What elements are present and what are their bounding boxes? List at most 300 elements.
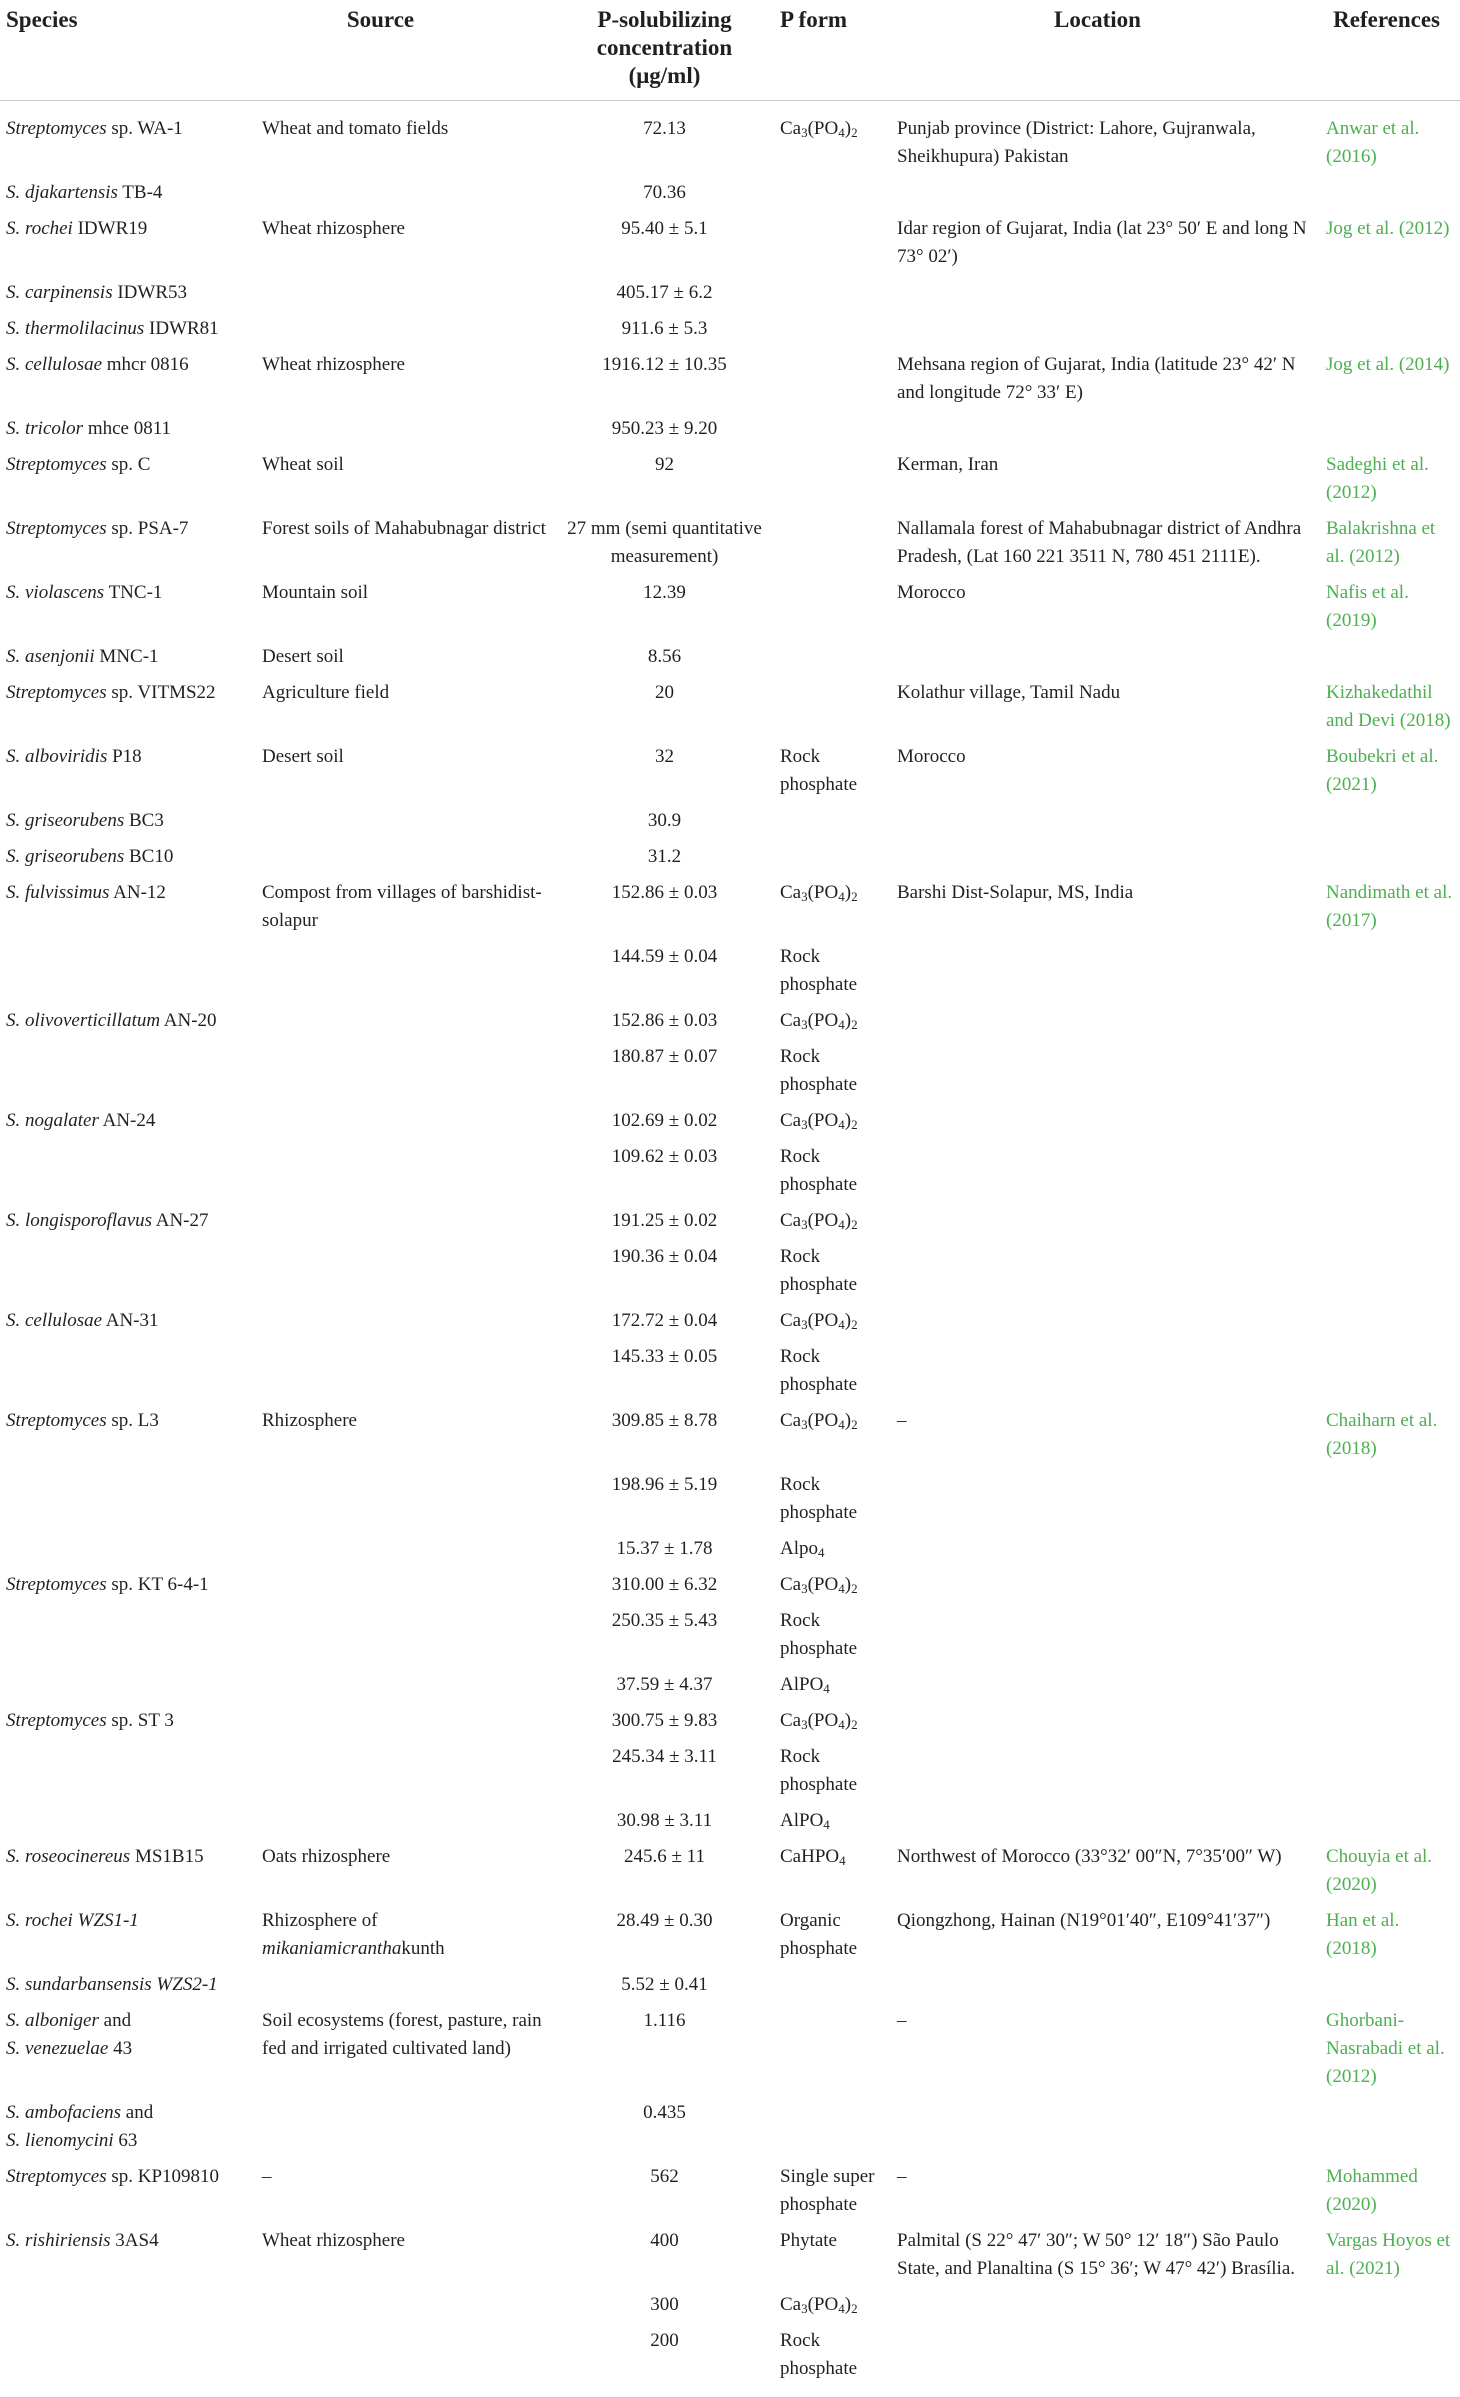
species-italic: S. griseorubens xyxy=(6,846,125,867)
table-row xyxy=(0,1339,1460,1403)
reference-link[interactable]: Nandimath et al. (2017) xyxy=(1326,882,1453,931)
source-text: Desert soil xyxy=(262,646,344,667)
cell-p-form: Rock phosphate xyxy=(780,1046,858,1095)
species-suffix: BC10 xyxy=(124,846,174,867)
cell-species xyxy=(0,1567,256,1603)
cell-location xyxy=(881,2095,1314,2159)
table-row xyxy=(0,2287,1460,2323)
cell-source xyxy=(256,211,559,275)
cell-p-form xyxy=(770,447,881,511)
species-italic: Streptomyces xyxy=(6,1410,107,1431)
table-row xyxy=(0,1703,1460,1739)
cell-species xyxy=(0,1003,256,1039)
cell-source xyxy=(256,739,559,803)
cell-location xyxy=(881,1703,1314,1739)
cell-concentration: 92 xyxy=(655,454,674,475)
cell-p-form: Rock phosphate xyxy=(780,1246,858,1295)
cell-concentration: 1916.12 ± 10.35 xyxy=(602,354,727,375)
table-row xyxy=(0,639,1460,675)
cell-p-form: $Ca_3(PO_4)_2$ xyxy=(780,1110,858,1132)
species-italic-2: S. lienomycini xyxy=(6,2130,114,2151)
cell-location xyxy=(881,1603,1314,1667)
cell-location: – xyxy=(897,2010,907,2031)
cell-species xyxy=(0,1403,256,1467)
cell-concentration: 310.00 ± 6.32 xyxy=(611,1574,718,1595)
cell-source xyxy=(256,803,559,839)
species-suffix: sp. KP109810 xyxy=(106,2166,220,2187)
cell-location: Kerman, Iran xyxy=(897,454,999,475)
cell-source xyxy=(256,2095,559,2159)
table-row xyxy=(0,2003,1460,2095)
source-text: Wheat rhizosphere xyxy=(262,2230,405,2251)
cell-species xyxy=(0,2323,256,2398)
cell-concentration: 32 xyxy=(655,746,674,767)
cell-species xyxy=(0,1239,256,1303)
source-text: Compost from villages of barshidist-solapur xyxy=(262,882,542,931)
species-italic: S. violascens xyxy=(6,582,105,603)
cell-source xyxy=(256,2159,559,2223)
source-text: Forest soils of Mahabubnagar district xyxy=(262,518,546,539)
cell-concentration: 70.36 xyxy=(643,182,686,203)
cell-source xyxy=(256,1667,559,1703)
species-italic: S. rishiriensis xyxy=(6,2230,111,2251)
cell-species xyxy=(0,2003,256,2095)
cell-location: – xyxy=(897,1410,907,1431)
header-row xyxy=(0,0,1460,101)
cell-p-form: $Ca_3(PO_4)_2$ xyxy=(780,2294,858,2316)
cell-location xyxy=(881,2287,1314,2323)
reference-link xyxy=(1314,1103,1460,1139)
species-suffix: TNC-1 xyxy=(104,582,163,603)
table-row xyxy=(0,101,1460,176)
cell-location xyxy=(881,1739,1314,1803)
cell-species xyxy=(0,739,256,803)
table-row xyxy=(0,575,1460,639)
reference-link xyxy=(1314,175,1460,211)
cell-location xyxy=(881,1039,1314,1103)
cell-source xyxy=(256,1467,559,1531)
species-italic: S. nogalater xyxy=(6,1110,99,1131)
species-suffix-2: 63 xyxy=(113,2130,138,2151)
cell-location xyxy=(881,1667,1314,1703)
species-italic: S. longisporoflavus xyxy=(6,1210,153,1231)
species-italic: S. ambofaciens xyxy=(6,2102,122,2123)
table-row xyxy=(0,1803,1460,1839)
cell-source xyxy=(256,675,559,739)
species-suffix-2: 43 xyxy=(108,2038,133,2059)
cell-location: Nallamala forest of Mahabubnagar district of Andhra Pradesh, (Lat 160 221 3511 N, 780 451 2111E). xyxy=(897,518,1302,567)
cell-p-form xyxy=(770,1967,881,2003)
cell-concentration: 30.98 ± 3.11 xyxy=(616,1810,713,1831)
species-italic: Streptomyces xyxy=(6,2166,107,2187)
species-italic: S. alboviridis xyxy=(6,746,108,767)
source-text: Desert soil xyxy=(262,746,344,767)
species-suffix: and xyxy=(121,2102,154,2123)
source-text: Mountain soil xyxy=(262,582,369,603)
cell-concentration: 245.34 ± 3.11 xyxy=(612,1746,717,1767)
source-text: Wheat rhizosphere xyxy=(262,218,405,239)
cell-source xyxy=(256,2323,559,2398)
cell-concentration: 405.17 ± 6.2 xyxy=(616,282,713,303)
cell-source xyxy=(256,347,559,411)
species-italic: S. alboniger xyxy=(6,2010,99,2031)
reference-link xyxy=(1314,1239,1460,1303)
cell-p-form: AlPO$_4$ xyxy=(780,1674,830,1696)
cell-source xyxy=(256,1103,559,1139)
cell-source xyxy=(256,2003,559,2095)
species-italic: Streptomyces xyxy=(6,454,107,475)
cell-species xyxy=(0,1203,256,1239)
cell-p-form: CaHPO$_4$ xyxy=(780,1846,846,1868)
cell-species xyxy=(0,803,256,839)
cell-concentration: 30.9 xyxy=(647,810,682,831)
species-italic: S. cellulosae xyxy=(6,354,103,375)
cell-p-form: AlPO$_4$ xyxy=(780,1810,830,1832)
species-suffix: MNC-1 xyxy=(94,646,159,667)
table-row xyxy=(0,1239,1460,1303)
header-concentration: P-solubilizing concentration (μg/ml) xyxy=(559,0,770,101)
reference-link[interactable]: Sadeghi et al. (2012) xyxy=(1326,454,1429,503)
species-italic: S. asenjonii xyxy=(6,646,95,667)
species-suffix: IDWR53 xyxy=(112,282,188,303)
reference-link[interactable]: Anwar et al. (2016) xyxy=(1326,118,1420,167)
cell-concentration: 250.35 ± 5.43 xyxy=(611,1610,718,1631)
source-text: Wheat rhizosphere xyxy=(262,354,405,375)
cell-concentration: 5.52 ± 0.41 xyxy=(621,1974,708,1995)
reference-link xyxy=(1314,1803,1460,1839)
table-row xyxy=(0,511,1460,575)
cell-concentration: 911.6 ± 5.3 xyxy=(621,318,708,339)
reference-link xyxy=(1314,1667,1460,1703)
table-row xyxy=(0,1039,1460,1103)
cell-location: Idar region of Gujarat, India (lat 23° 50′ E and long N 73° 02′) xyxy=(897,218,1307,267)
species-italic: Streptomyces xyxy=(6,682,107,703)
cell-p-form xyxy=(770,2095,881,2159)
reference-link[interactable]: Jog et al. (2012) xyxy=(1326,218,1450,239)
reference-link[interactable]: Chaiharn et al. (2018) xyxy=(1326,1410,1438,1459)
cell-species xyxy=(0,1903,256,1967)
reference-link[interactable]: Boubekri et al. (2021) xyxy=(1326,746,1439,795)
cell-species xyxy=(0,101,256,176)
table-row xyxy=(0,675,1460,739)
source-text: Rhizosphere xyxy=(262,1410,357,1431)
reference-link xyxy=(1314,639,1460,675)
table-row xyxy=(0,1403,1460,1467)
reference-link xyxy=(1314,1967,1460,2003)
cell-source xyxy=(256,311,559,347)
header-species: Species xyxy=(0,0,256,101)
species-suffix: sp. C xyxy=(106,454,151,475)
species-suffix: sp. KT 6-4-1 xyxy=(106,1574,209,1595)
table-row xyxy=(0,1139,1460,1203)
table-row xyxy=(0,311,1460,347)
cell-source xyxy=(256,1739,559,1803)
cell-location xyxy=(881,839,1314,875)
species-suffix: AN-31 xyxy=(102,1310,159,1331)
source-suffix: kunth xyxy=(401,1938,445,1959)
cell-concentration: 20 xyxy=(655,682,674,703)
reference-link xyxy=(1314,311,1460,347)
cell-species xyxy=(0,939,256,1003)
reference-link xyxy=(1314,1531,1460,1567)
table-row xyxy=(0,1903,1460,1967)
species-suffix: BC3 xyxy=(124,810,164,831)
cell-location xyxy=(881,411,1314,447)
cell-location xyxy=(881,1203,1314,1239)
cell-species xyxy=(0,839,256,875)
species-italic: S. tricolor xyxy=(6,418,84,439)
table-row xyxy=(0,2095,1460,2159)
cell-p-form: Rock phosphate xyxy=(780,1610,858,1659)
species-suffix: IDWR19 xyxy=(72,218,148,239)
cell-p-form xyxy=(770,275,881,311)
table-row xyxy=(0,1839,1460,1903)
cell-source xyxy=(256,639,559,675)
species-italic: S. rochei WZS1-1 xyxy=(6,1910,139,1931)
cell-concentration: 27 mm (semi quantitative measurement) xyxy=(567,518,762,567)
cell-species xyxy=(0,311,256,347)
cell-concentration: 309.85 ± 8.78 xyxy=(611,1410,718,1431)
cell-concentration: 37.59 ± 4.37 xyxy=(616,1674,713,1695)
cell-concentration: 198.96 ± 5.19 xyxy=(611,1474,718,1495)
reference-link xyxy=(1314,839,1460,875)
cell-location xyxy=(881,2323,1314,2398)
cell-location xyxy=(881,1531,1314,1567)
header-source: Source xyxy=(256,0,559,101)
reference-link xyxy=(1314,1703,1460,1739)
table-row xyxy=(0,875,1460,939)
reference-link xyxy=(1314,1567,1460,1603)
cell-species xyxy=(0,1039,256,1103)
reference-link xyxy=(1314,1139,1460,1203)
reference-link xyxy=(1314,1303,1460,1339)
cell-location xyxy=(881,1103,1314,1139)
cell-source xyxy=(256,411,559,447)
species-italic-2: S. venezuelae xyxy=(6,2038,109,2059)
species-italic: Streptomyces xyxy=(6,1574,107,1595)
table-row xyxy=(0,347,1460,411)
table-row xyxy=(0,1467,1460,1531)
reference-link[interactable]: Jog et al. (2014) xyxy=(1326,354,1450,375)
cell-p-form: $Ca_3(PO_4)_2$ xyxy=(780,1410,858,1432)
species-italic: Streptomyces xyxy=(6,118,107,139)
cell-concentration: 0.435 xyxy=(643,2102,686,2123)
cell-source xyxy=(256,1039,559,1103)
cell-species xyxy=(0,1531,256,1567)
cell-p-form xyxy=(770,839,881,875)
cell-p-form: Alpo$_4$ xyxy=(780,1538,825,1560)
table-row xyxy=(0,447,1460,511)
cell-concentration: 950.23 ± 9.20 xyxy=(611,418,718,439)
header-p-form: P form xyxy=(770,0,881,101)
cell-species xyxy=(0,2287,256,2323)
cell-concentration: 28.49 ± 0.30 xyxy=(616,1910,713,1931)
source-text: Agriculture field xyxy=(262,682,390,703)
reference-link xyxy=(1314,803,1460,839)
species-italic: S. djakartensis xyxy=(6,182,118,203)
species-suffix: and xyxy=(98,2010,132,2031)
cell-p-form xyxy=(770,803,881,839)
cell-concentration: 31.2 xyxy=(647,846,682,867)
cell-species xyxy=(0,639,256,675)
table-row xyxy=(0,1531,1460,1567)
cell-p-form: $Ca_3(PO_4)_2$ xyxy=(780,1310,858,1332)
species-suffix: sp. VITMS22 xyxy=(106,682,216,703)
cell-location: Morocco xyxy=(897,746,966,767)
reference-link xyxy=(1314,939,1460,1003)
table-row xyxy=(0,211,1460,275)
cell-location xyxy=(881,275,1314,311)
cell-location xyxy=(881,1003,1314,1039)
cell-source xyxy=(256,275,559,311)
cell-concentration: 95.40 ± 5.1 xyxy=(621,218,708,239)
cell-location xyxy=(881,1239,1314,1303)
cell-species xyxy=(0,2159,256,2223)
cell-species xyxy=(0,1603,256,1667)
reference-link[interactable]: Han et al. (2018) xyxy=(1326,1910,1400,1959)
cell-location: Palmital (S 22° 47′ 30″; W 50° 12′ 18″) São Paulo State, and Planaltina (S 15° 36′; W 47° 42′) Brasília. xyxy=(897,2230,1296,2279)
reference-link[interactable]: Balakrishna et al. (2012) xyxy=(1326,518,1436,567)
cell-species xyxy=(0,1803,256,1839)
cell-p-form: Rock phosphate xyxy=(780,1474,858,1523)
cell-source xyxy=(256,447,559,511)
cell-source xyxy=(256,1239,559,1303)
cell-species xyxy=(0,275,256,311)
reference-link[interactable]: Kizhakedathil and Devi (2018) xyxy=(1326,682,1451,731)
cell-location: Punjab province (District: Lahore, Gujranwala, Sheikhupura) Pakistan xyxy=(897,118,1256,167)
table-row xyxy=(0,1667,1460,1703)
source-text: Wheat soil xyxy=(262,454,344,475)
table-row xyxy=(0,1967,1460,2003)
species-italic: S. fulvissimus xyxy=(6,882,110,903)
table-row xyxy=(0,275,1460,311)
reference-link xyxy=(1314,1203,1460,1239)
cell-species xyxy=(0,1739,256,1803)
species-suffix: TB-4 xyxy=(117,182,163,203)
cell-concentration: 191.25 ± 0.02 xyxy=(611,1210,718,1231)
species-italic: S. roseocinereus xyxy=(6,1846,131,1867)
cell-concentration: 102.69 ± 0.02 xyxy=(611,1110,718,1131)
cell-concentration: 300.75 ± 9.83 xyxy=(611,1710,718,1731)
reference-link[interactable]: Mohammed (2020) xyxy=(1326,2166,1418,2215)
species-suffix: mhce 0811 xyxy=(83,418,172,439)
cell-source xyxy=(256,1839,559,1903)
source-text: Wheat and tomato fields xyxy=(262,118,449,139)
cell-species xyxy=(0,175,256,211)
species-italic: S. griseorubens xyxy=(6,810,125,831)
cell-source xyxy=(256,839,559,875)
cell-location: – xyxy=(897,2166,907,2187)
species-suffix: AN-20 xyxy=(160,1010,217,1031)
table-row xyxy=(0,803,1460,839)
cell-species xyxy=(0,1303,256,1339)
cell-species xyxy=(0,2095,256,2159)
cell-p-form: Organic phosphate xyxy=(780,1910,858,1959)
table-row xyxy=(0,739,1460,803)
cell-concentration: 400 xyxy=(650,2230,679,2251)
cell-concentration: 15.37 ± 1.78 xyxy=(616,1538,713,1559)
source-text: – xyxy=(262,2166,272,2187)
cell-p-form: Phytate xyxy=(780,2230,837,2251)
cell-source xyxy=(256,1903,559,1967)
cell-p-form: $Ca_3(PO_4)_2$ xyxy=(780,1574,858,1596)
table-body xyxy=(0,101,1460,2398)
header-references: References xyxy=(1314,0,1460,101)
source-text: Soil ecosystems (forest, pasture, rain fed and irrigated cultivated land) xyxy=(262,2010,542,2059)
table-row xyxy=(0,1739,1460,1803)
species-italic: S. sundarbansensis WZS2-1 xyxy=(6,1974,218,1995)
cell-species xyxy=(0,1139,256,1203)
cell-source xyxy=(256,939,559,1003)
species-italic: S. olivoverticillatum xyxy=(6,1010,161,1031)
cell-species xyxy=(0,347,256,411)
cell-p-form: Rock phosphate xyxy=(780,1146,858,1195)
species-italic: Streptomyces xyxy=(6,518,107,539)
cell-p-form: Single super phosphate xyxy=(780,2166,875,2215)
cell-location xyxy=(881,639,1314,675)
table-row xyxy=(0,1303,1460,1339)
species-italic: S. cellulosae xyxy=(6,1310,103,1331)
cell-p-form xyxy=(770,675,881,739)
cell-location xyxy=(881,175,1314,211)
cell-concentration: 12.39 xyxy=(643,582,686,603)
source-italic: mikaniamicrantha xyxy=(262,1938,402,1959)
cell-p-form: $Ca_3(PO_4)_2$ xyxy=(780,1210,858,1232)
cell-concentration: 245.6 ± 11 xyxy=(624,1846,705,1867)
cell-p-form xyxy=(770,2003,881,2095)
cell-species xyxy=(0,575,256,639)
cell-concentration: 1.116 xyxy=(643,2010,686,2031)
cell-location: Qiongzhong, Hainan (N19°01′40″, E109°41′37″) xyxy=(897,1910,1271,1931)
cell-species xyxy=(0,1839,256,1903)
cell-location xyxy=(881,939,1314,1003)
cell-location xyxy=(881,1303,1314,1339)
species-italic: Streptomyces xyxy=(6,1710,107,1731)
cell-p-form xyxy=(770,511,881,575)
cell-source xyxy=(256,1339,559,1403)
reference-link[interactable]: Nafis et al. (2019) xyxy=(1326,582,1409,631)
reference-link[interactable]: Vargas Hoyos et al. (2021) xyxy=(1326,2230,1451,2279)
cell-concentration: 190.36 ± 0.04 xyxy=(611,1246,718,1267)
cell-source xyxy=(256,101,559,176)
reference-link xyxy=(1314,411,1460,447)
cell-p-form: Rock phosphate xyxy=(780,1746,858,1795)
reference-link[interactable]: Chouyia et al. (2020) xyxy=(1326,1846,1433,1895)
table-row xyxy=(0,2159,1460,2223)
table-row xyxy=(0,2323,1460,2398)
cell-species xyxy=(0,447,256,511)
cell-location: Mehsana region of Gujarat, India (latitude 23° 42′ N and longitude 72° 33′ E) xyxy=(897,354,1296,403)
reference-link[interactable]: Ghorbani-Nasrabadi et al. (2012) xyxy=(1326,2010,1445,2087)
table-row xyxy=(0,1603,1460,1667)
table-header xyxy=(0,0,1460,101)
cell-location xyxy=(881,1467,1314,1531)
cell-concentration: 8.56 xyxy=(647,646,682,667)
source-text: Rhizosphere of xyxy=(262,1910,378,1931)
species-suffix: P18 xyxy=(107,746,142,767)
cell-concentration: 172.72 ± 0.04 xyxy=(611,1310,718,1331)
cell-source xyxy=(256,2223,559,2287)
cell-source xyxy=(256,1003,559,1039)
cell-source xyxy=(256,1203,559,1239)
species-suffix: mhcr 0816 xyxy=(102,354,189,375)
cell-concentration: 145.33 ± 0.05 xyxy=(611,1346,718,1367)
cell-concentration: 152.86 ± 0.03 xyxy=(611,1010,718,1031)
cell-source xyxy=(256,1303,559,1339)
cell-source xyxy=(256,2287,559,2323)
cell-source xyxy=(256,1531,559,1567)
cell-p-form: Rock phosphate xyxy=(770,2323,881,2398)
